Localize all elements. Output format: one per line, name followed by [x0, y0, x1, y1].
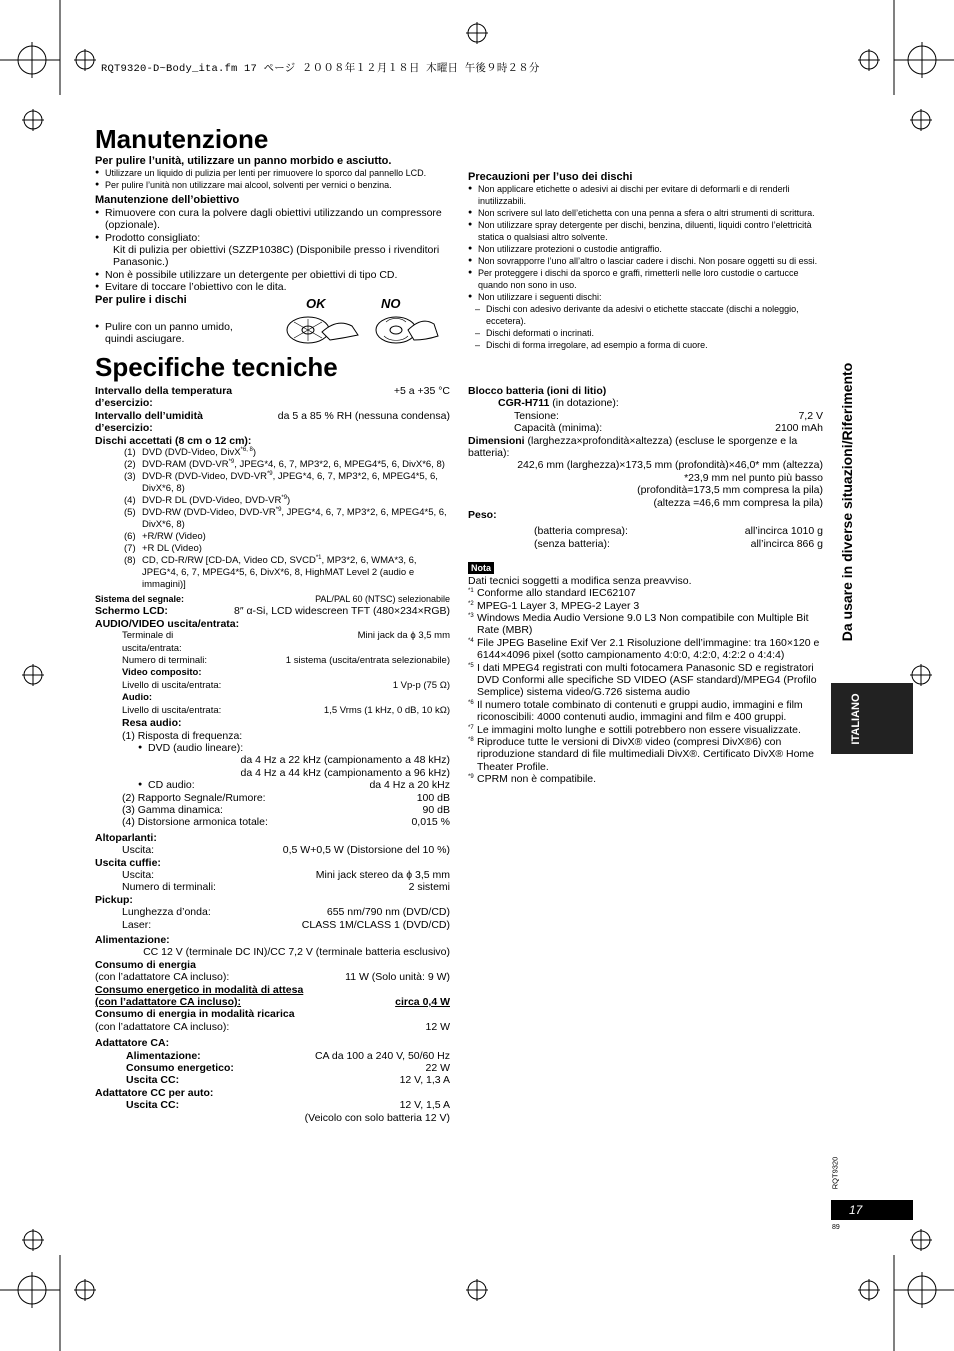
- footnote-item: [468, 612, 823, 637]
- cuffie-label: Uscita cuffie:: [95, 856, 161, 869]
- page-number-box: [831, 1200, 913, 1220]
- dvd-freq-1: da 4 Hz a 22 kHz (campionamento a 48 kHz): [240, 754, 450, 767]
- video-level-label: Livello di uscita/entrata:: [122, 679, 222, 691]
- consumo-label: Consumo di energia: [95, 958, 196, 971]
- footnote-item: [468, 724, 823, 736]
- adattatore-auto-label: Adattatore CC per auto:: [95, 1086, 214, 1099]
- footnote-marker: *5: [468, 662, 474, 669]
- disc-type-main: DVD-RAM (DVD-VR: [142, 459, 229, 471]
- dvd-freq-2: da 4 Hz a 44 kHz (campionamento a 96 kHz): [240, 766, 450, 779]
- disc-type-number: (3): [124, 471, 136, 483]
- specifiche-right-column: [468, 385, 823, 786]
- footnote-marker: *4: [468, 637, 474, 644]
- precauzioni-heading: Precauzioni per l’uso dei dischi: [468, 171, 633, 183]
- disc-wipe-no-illustration: [372, 310, 442, 350]
- ricarica-label: Consumo di energia in modalità ricarica: [95, 1008, 295, 1021]
- page-number: 17: [849, 1203, 863, 1217]
- section-side-title: [837, 322, 857, 682]
- disc-type-main: DVD-RW (DVD-Video, DVD-VR: [142, 507, 276, 519]
- precauzioni-bullet-6: ● Per proteggere i dischi da sporco e graffi, rimetterli nelle loro custodie o cartucce quando non sono in uso.: [468, 267, 828, 291]
- dischi-bullet-1: ● Pulire con un panno umido, quindi asciugare.: [95, 321, 255, 346]
- precauzioni-section: [468, 171, 828, 351]
- footnote-marker: *1: [468, 588, 474, 595]
- av-label: AUDIO/VIDEO uscita/entrata:: [95, 617, 240, 630]
- ca-cons-value: 22 W: [425, 1062, 450, 1075]
- av-num-value: 1 sistema (uscita/entrata selezionabile): [285, 655, 450, 667]
- consumo-sub: (con l’adattatore CA incluso):: [95, 971, 230, 984]
- attesa-sub: (con l’adattatore CA incluso):: [95, 996, 242, 1009]
- batteria-label: Blocco batteria (ioni di litio): [468, 385, 607, 397]
- disc-type-number: (1): [124, 447, 136, 459]
- disc-type-rest: , MP3*2, 6, WMA*3, 6, JPEG*4, 6, 7, MPEG4*5, 6, DivX*6, 8, HighMAT Level 2 (audio e immagini)]: [142, 555, 417, 591]
- disc-type-item: [124, 531, 450, 543]
- altoparlanti-out-label: Uscita:: [122, 844, 155, 857]
- no-label: NO: [381, 296, 401, 311]
- obiettivo-bullet-2: ● Prodotto consigliato:: [95, 232, 450, 244]
- peso-2-label: (senza batteria):: [534, 537, 610, 550]
- peso-1-label: (batteria compresa):: [534, 525, 628, 538]
- altoparlanti-out-value: 0,5 W+0,5 W (Distorsione del 10 %): [282, 844, 450, 857]
- precauzioni-dash-3: – Dischi di forma irregolare, ad esempio a forma di cuore.: [468, 339, 828, 351]
- footnote-text: Windows Media Audio Versione 9.0 L3 Non compatibile con Multiple Bit Rate (MBR): [477, 611, 809, 637]
- adattatore-ca-label: Adattatore CA:: [95, 1037, 170, 1050]
- precauzioni-bullet-3: ● Non utilizzare spray detergente per dischi, benzina, diluenti, liquidi contro l’elettricità statica o qualsiasi altro solvente.: [468, 219, 828, 243]
- dyn-label: (3) Gamma dinamica:: [122, 803, 223, 816]
- dischi-heading: Per pulire i dischi: [95, 293, 187, 306]
- footnote-item: [468, 637, 823, 662]
- batteria-model-note: (in dotazione):: [549, 397, 619, 410]
- disc-type-number: (5): [124, 507, 136, 519]
- disc-type-item: [124, 495, 450, 507]
- obiettivo-bullet-1: ● Rimuovere con cura la polvere dagli obiettivi utilizzando un compressore (opzionale).: [95, 207, 450, 232]
- doc-code-text: RQT9320: [830, 1156, 840, 1190]
- dimensioni-note-1: *23,9 mm nel punto più basso: [684, 471, 823, 484]
- precauzioni-bullet-5: ● Non sovrapporre l’uno all’altro o lasciar cadere i dischi. Non posare oggetti su di essi.: [468, 255, 828, 267]
- obiettivo-heading: Manutenzione dell’obiettivo: [95, 194, 240, 207]
- alimentazione-label: Alimentazione:: [95, 934, 170, 946]
- obiettivo-bullet-4: ● Evitare di toccare l’obiettivo con le dita.: [95, 281, 450, 293]
- auto-out-label: Uscita CC:: [126, 1099, 180, 1112]
- cd-audio-label: ● CD audio:: [138, 779, 195, 791]
- dvd-lineare-label: ● DVD (audio lineare):: [138, 742, 243, 754]
- ca-alim-label: Alimentazione:: [126, 1049, 201, 1062]
- manutenzione-intro: Per pulire l’unità, utilizzare un panno morbido e asciutto.: [95, 155, 392, 167]
- precauzioni-dash-2: – Dischi deformati o incrinati.: [468, 327, 828, 339]
- manutenzione-title: Manutenzione: [95, 124, 269, 154]
- disc-type-main: DVD-R DL (DVD-Video, DVD-VR: [142, 495, 282, 507]
- pickup-label: Pickup:: [95, 893, 133, 906]
- cuffie-num-value: 2 sistemi: [408, 881, 450, 894]
- disc-type-rest: ): [287, 495, 291, 507]
- peso-2-value: all’incirca 866 g: [750, 537, 823, 550]
- footnote-item: [468, 662, 823, 699]
- cuffie-out-label: Uscita:: [122, 868, 155, 881]
- batteria-model: CGR-H711: [498, 397, 550, 410]
- disc-type-item: [124, 555, 450, 591]
- thd-value: 0,015 %: [411, 816, 450, 829]
- file-header-line: RQT9320-D~Body_ita.fm 17 ページ ２００８年１２月１８日 木曜日 午後９時２８分: [101, 63, 540, 75]
- disc-list: [95, 447, 450, 591]
- precauzioni-bullet-4: ● Non utilizzare protezioni o custodie antigraffio.: [468, 243, 828, 255]
- nota-intro: Dati tecnici soggetti a modifica senza preavviso.: [468, 574, 692, 587]
- precauzioni-dash-1: – Dischi con adesivo derivante da adesivi o etichette staccate (dischi a noleggio, eccetera).: [468, 303, 828, 327]
- resa-freq-label: (1) Risposta di frequenza:: [122, 729, 243, 742]
- peso-1-value: all’incirca 1010 g: [744, 525, 823, 538]
- dimensioni-note-3: (altezza =46,6 mm compresa la pila): [653, 496, 823, 509]
- attesa-label: Consumo energetico in modalità di attesa: [95, 983, 304, 996]
- disc-type-rest: , JPEG*4, 6, 7, MP3*2, 6, MPEG4*5, 6, DivX*6, 8): [142, 507, 447, 531]
- ca-cons-label: Consumo energetico:: [126, 1062, 234, 1075]
- snr-label: (2) Rapporto Segnale/Rumore:: [122, 791, 266, 804]
- footnote-marker: *6: [468, 699, 474, 706]
- doc-code: [825, 1148, 845, 1198]
- obiettivo-bullet-3: ● Non è possibile utilizzare un detergente per obiettivi di tipo CD.: [95, 269, 450, 281]
- nota-badge: Nota: [468, 562, 494, 574]
- disc-type-main: +R DL (Video): [142, 543, 202, 555]
- disc-type-item: [124, 543, 450, 555]
- alimentazione-value: CC 12 V (terminale DC IN)/CC 7,2 V (terminale batteria esclusivo): [143, 946, 450, 959]
- specifiche-left-column: [95, 385, 450, 1124]
- obiettivo-kit-detail: Kit di pulizia per obiettivi (SZZP1038C) (Disponibile presso i rivenditori Panasonic.): [113, 244, 440, 269]
- thd-label: (4) Distorsione armonica totale:: [122, 816, 268, 829]
- disc-type-sup: *9: [228, 458, 235, 465]
- manutenzione-section: [95, 155, 450, 306]
- footnote-marker: *7: [468, 724, 474, 731]
- precauzioni-bullet-7: ● Non utilizzare i seguenti dischi:: [468, 291, 828, 303]
- footnote-text: CPRM non è compatibile.: [477, 773, 597, 786]
- footnote-list: [468, 587, 823, 786]
- footnote-item: [468, 773, 823, 785]
- ca-out-label: Uscita CC:: [126, 1074, 180, 1087]
- attesa-value: circa 0,4 W: [395, 996, 450, 1009]
- disc-type-text: [142, 555, 450, 591]
- footnote-item: [468, 587, 823, 599]
- footnote-item: [468, 699, 823, 724]
- av-term-label: Terminale di uscita/entrata:: [122, 630, 182, 654]
- disc-type-text: [142, 471, 450, 495]
- ok-label: OK: [306, 296, 326, 311]
- tensione-label: Tensione:: [514, 409, 559, 422]
- footnote-text: Riproduce tutte le versioni di DivX® video (compresi DivX®6) con riproduzione standard di file multimediali DivX®. Certificato DivX® Home Theater Profile.: [477, 735, 815, 773]
- ca-out-value: 12 V, 1,3 A: [399, 1074, 450, 1087]
- umid-label: Intervallo dell’umidità d’esercizio:: [95, 409, 203, 435]
- dimensioni-text: (larghezza×profondità×altezza) (escluse le sporgenze e la batteria):: [468, 434, 798, 460]
- disc-type-sup: *9: [281, 494, 288, 501]
- cuffie-out-value: Mini jack stereo da ϕ 3,5 mm: [315, 868, 450, 881]
- footnote-text: File JPEG Baseline Exif Ver 2.1 Risoluzione dell’immagine: tra 160×120 e 6144×4096 pixel (sotto campionamento 4:0:0, 4:2:0, 4:2:2 o 4:4:4): [477, 636, 820, 662]
- audio-label: Audio:: [122, 692, 153, 704]
- disc-type-sup: *9: [266, 470, 273, 477]
- section-side-title-text: Da usare in diverse situazioni/Riferimento: [839, 362, 855, 642]
- disc-type-text: [142, 447, 256, 459]
- precauzioni-bullet-1: ● Non applicare etichette o adesivi ai dischi per evitare di deformarli e di renderli inutilizzabili.: [468, 183, 828, 207]
- disc-type-sup: *9: [275, 506, 282, 513]
- footnote-marker: *3: [468, 612, 474, 619]
- pickup-laser-value: CLASS 1M/CLASS 1 (DVD/CD): [301, 918, 450, 931]
- disc-type-number: (6): [124, 531, 136, 543]
- footnote-text: MPEG-1 Layer 3, MPEG-2 Layer 3: [477, 599, 640, 612]
- resa-label: Resa audio:: [122, 717, 182, 730]
- disc-type-main: CD, CD-R/RW [CD-DA, Video CD, SVCD: [142, 555, 316, 567]
- dimensioni-note-2: (profondità=173,5 mm compresa la pila): [637, 484, 823, 497]
- footnote-text: Conforme allo standard IEC62107: [477, 587, 636, 600]
- disc-type-main: DVD (DVD-Video, DivX: [142, 447, 241, 459]
- small-page-number: 89: [832, 1224, 840, 1231]
- ricarica-sub: (con l’adattatore CA incluso):: [95, 1020, 230, 1033]
- disc-type-main: +R/RW (Video): [142, 531, 206, 543]
- segnale-value: PAL/PAL 60 (NTSC) selezionabile: [315, 594, 450, 605]
- disc-type-main: DVD-R (DVD-Video, DVD-VR: [142, 471, 267, 483]
- dimensioni-label: Dimensioni: [468, 434, 525, 447]
- video-level-value: 1 Vp-p (75 Ω): [392, 679, 450, 691]
- av-term-value: Mini jack da ϕ 3,5 mm: [357, 630, 450, 642]
- peso-label: Peso:: [468, 509, 497, 522]
- footnote-text: Le immagini molto lunghe e sottili potrebbero non essere visualizzate.: [477, 723, 801, 736]
- disc-type-text: [142, 459, 445, 471]
- dimensioni-value: 242,6 mm (larghezza)×173,5 mm (profondità)×46,0* mm (altezza): [517, 459, 823, 472]
- disc-type-number: (8): [124, 555, 136, 567]
- language-tab: [831, 683, 913, 754]
- disc-type-sup: *1: [315, 554, 322, 561]
- video-label: Video composito:: [122, 667, 202, 679]
- footnote-marker: *8: [468, 736, 474, 743]
- disc-type-text: [142, 543, 202, 555]
- tensione-value: 7,2 V: [798, 409, 823, 422]
- disc-type-rest: , JPEG*4, 6, 7, MP3*2, 6, MPEG4*5, 6, DivX*6, 8): [142, 471, 438, 495]
- ricarica-value: 12 W: [425, 1020, 450, 1033]
- disc-type-text: [142, 495, 290, 507]
- specifiche-title: Specifiche tecniche: [95, 352, 338, 382]
- audio-level-value: 1,5 Vrms (1 kHz, 0 dB, 10 kΩ): [323, 704, 450, 716]
- disc-type-number: (7): [124, 543, 136, 555]
- temp-value: +5 a +35 °C: [393, 385, 450, 397]
- disc-type-item: [124, 447, 450, 459]
- segnale-label: Sistema del segnale:: [95, 594, 185, 605]
- footnote-item: [468, 736, 823, 773]
- cd-audio-value: da 4 Hz a 20 kHz: [369, 779, 450, 792]
- disc-type-text: [142, 531, 206, 543]
- consumo-value: 11 W (Solo unità: 9 W): [345, 971, 450, 984]
- altoparlanti-label: Altoparlanti:: [95, 831, 157, 844]
- auto-out-value: 12 V, 1,5 A: [399, 1099, 450, 1112]
- pickup-wave-value: 655 nm/790 nm (DVD/CD): [326, 906, 450, 919]
- pickup-laser-label: Laser:: [122, 918, 152, 931]
- dyn-value: 90 dB: [422, 803, 450, 816]
- disc-type-item: [124, 459, 450, 471]
- audio-level-label: Livello di uscita/entrata:: [122, 704, 222, 716]
- precauzioni-bullet-2: ● Non scrivere sul lato dell’etichetta con una penna a sfera o altri strumenti di scrittura.: [468, 207, 828, 219]
- footnote-text: Il numero totale combinato di contenuti e gruppi audio, immagini e film riconoscibili: 4000 contenuti audio, immagini and film e 400 gruppi.: [477, 698, 803, 724]
- auto-note: (Veicolo con solo batteria 12 V): [304, 1111, 450, 1124]
- lcd-label: Schermo LCD:: [95, 605, 168, 618]
- disc-type-rest: ): [252, 447, 257, 459]
- intro-bullet-2: ● Per pulire l’unità non utilizzare mai alcool, solventi per vernici o benzina.: [95, 179, 450, 191]
- av-num-label: Numero di terminali:: [122, 655, 207, 667]
- dischi-accettati-label: Dischi accettati (8 cm o 12 cm):: [95, 434, 252, 447]
- disc-type-number: (4): [124, 495, 136, 507]
- disc-type-item: [124, 507, 450, 531]
- capacita-value: 2100 mAh: [775, 422, 823, 435]
- disc-type-rest: , JPEG*4, 6, 7, MP3*2, 6, MPEG4*5, 6, DivX*6, 8): [234, 459, 445, 471]
- pickup-wave-label: Lunghezza d’onda:: [122, 906, 211, 919]
- footnote-item: [468, 600, 823, 612]
- snr-value: 100 dB: [416, 791, 450, 804]
- disc-type-number: (2): [124, 459, 136, 471]
- disc-type-item: [124, 471, 450, 495]
- cuffie-num-label: Numero di terminali:: [122, 881, 216, 894]
- footnote-text: I dati MPEG4 registrati con multi fotocamera Panasonic SD e registratori DVD Conformi alle specifiche SD VIDEO (ASF standard)/MPEG4 (Profilo Semplice) sistema video/G.726 sistema audio: [477, 661, 817, 699]
- disc-type-text: [142, 507, 450, 531]
- temp-label: Intervallo della temperatura d’esercizio:: [95, 385, 233, 410]
- intro-bullet-1: ● Utilizzare un liquido di pulizia per lenti per rimuovere lo sporco dal pannello LCD.: [95, 167, 450, 179]
- capacita-label: Capacità (minima):: [514, 422, 603, 435]
- umid-value: da 5 a 85 % RH (nessuna condensa): [277, 409, 450, 422]
- ca-alim-value: CA da 100 a 240 V, 50/60 Hz: [314, 1049, 450, 1062]
- disc-wipe-ok-illustration: [282, 310, 362, 350]
- disc-type-sup: *6, 8: [240, 446, 253, 453]
- language-tab-label: ITALIANO: [850, 693, 862, 745]
- footnote-marker: *2: [468, 600, 474, 607]
- lcd-value: 8″ α-Si, LCD widescreen TFT (480×234×RGB): [234, 605, 450, 618]
- footnote-marker: *9: [468, 774, 474, 781]
